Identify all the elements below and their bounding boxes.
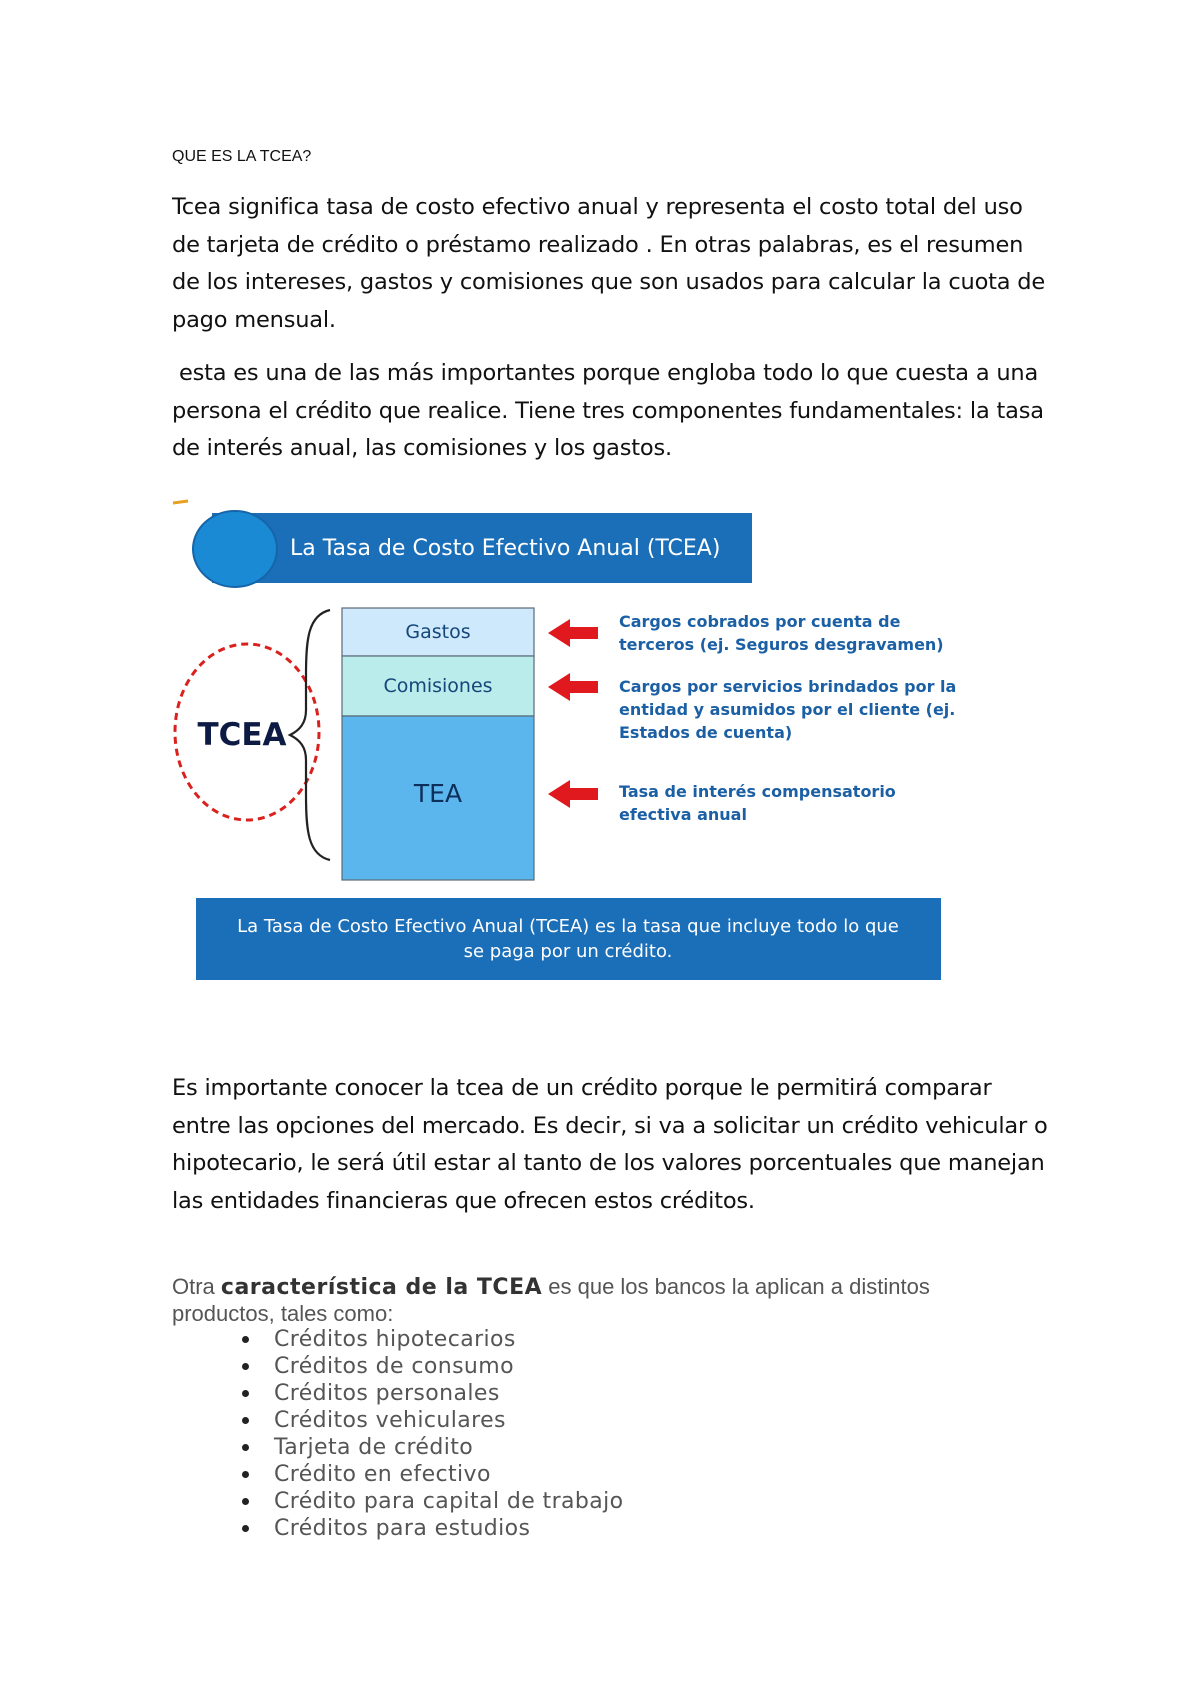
other-suffix: es que los bancos la aplican a distintos productos, tales como:	[172, 1274, 930, 1326]
list-item: Créditos personales	[240, 1380, 624, 1407]
list-item: Créditos hipotecarios	[240, 1326, 624, 1353]
desc-comisiones-line2: entidad y asumidos por el cliente (ej.	[619, 700, 956, 719]
list-item: Crédito en efectivo	[240, 1461, 624, 1488]
arrow-comisiones-icon	[548, 673, 598, 701]
list-item: Créditos de consumo	[240, 1353, 624, 1380]
bullet-icon	[242, 1471, 249, 1478]
tcea-circle-label: TCEA	[197, 717, 287, 753]
bullet-icon	[242, 1363, 249, 1370]
tcea-diagram	[170, 495, 970, 990]
brace-icon	[290, 610, 330, 860]
desc-comisiones-line3: Estados de cuenta)	[619, 723, 793, 742]
bullet-icon	[242, 1525, 249, 1532]
bullet-icon	[242, 1498, 249, 1505]
bullet-icon	[242, 1336, 249, 1343]
title-circle-icon	[193, 511, 277, 587]
paragraph-importance: Es importante conocer la tcea de un crédito porque le permitirá comparar entre las opciones del mercado. Es decir, si va a solicitar un crédito vehicular o hipotecario, le será útil estar al tanto de los valores porcentuales que manejan las entidades financieras que ofrecen estos créditos.	[172, 1075, 1048, 1214]
other-bold: característica de la TCEA	[220, 1275, 543, 1300]
list-item: Tarjeta de crédito	[240, 1434, 624, 1461]
other-prefix: Otra	[172, 1274, 221, 1299]
corner-mark-icon	[173, 501, 188, 503]
diagram-footer-line2: se paga por un crédito.	[463, 941, 673, 962]
desc-tea-line2: efectiva anual	[619, 805, 747, 824]
diagram-title: La Tasa de Costo Efectivo Anual (TCEA)	[290, 536, 721, 561]
bullet-icon	[242, 1417, 249, 1424]
bullet-icon	[242, 1390, 249, 1397]
list-item: Créditos vehiculares	[240, 1407, 624, 1434]
desc-gastos-line1: Cargos cobrados por cuenta de	[619, 612, 901, 631]
desc-comisiones-line1: Cargos por servicios brindados por la	[619, 677, 957, 696]
list-item: Crédito para capital de trabajo	[240, 1488, 624, 1515]
other-characteristic	[172, 1274, 1012, 1327]
label-comisiones: Comisiones	[383, 675, 493, 697]
products-list	[240, 1326, 624, 1542]
arrow-tea-icon	[548, 780, 598, 808]
desc-tea-line1: Tasa de interés compensatorio	[619, 782, 896, 801]
paragraph-definition: Tcea significa tasa de costo efectivo anual y representa el costo total del uso de tarjeta de crédito o préstamo realizado . En otras palabras, es el resumen de los intereses, gastos y comisiones que son usados para calcular la cuota de pago mensual.	[172, 194, 1046, 333]
bullet-icon	[242, 1444, 249, 1451]
list-item: Créditos para estudios	[240, 1515, 624, 1542]
diagram-footer-bar	[196, 898, 941, 980]
arrow-gastos-icon	[548, 619, 598, 647]
desc-gastos-line2: terceros (ej. Seguros desgravamen)	[619, 635, 944, 654]
page-heading: QUE ES LA TCEA?	[172, 148, 312, 165]
tcea-diagram-svg	[170, 495, 970, 990]
label-gastos: Gastos	[405, 621, 471, 643]
paragraph-components: esta es una de las más importantes porque engloba todo lo que cuesta a una persona el crédito que realice. Tiene tres componentes fundamentales: la tasa de interés anual, las comisiones y los gastos.	[172, 360, 1051, 461]
label-tea: TEA	[413, 779, 463, 808]
diagram-footer-line1: La Tasa de Costo Efectivo Anual (TCEA) es la tasa que incluye todo lo que	[237, 916, 899, 937]
